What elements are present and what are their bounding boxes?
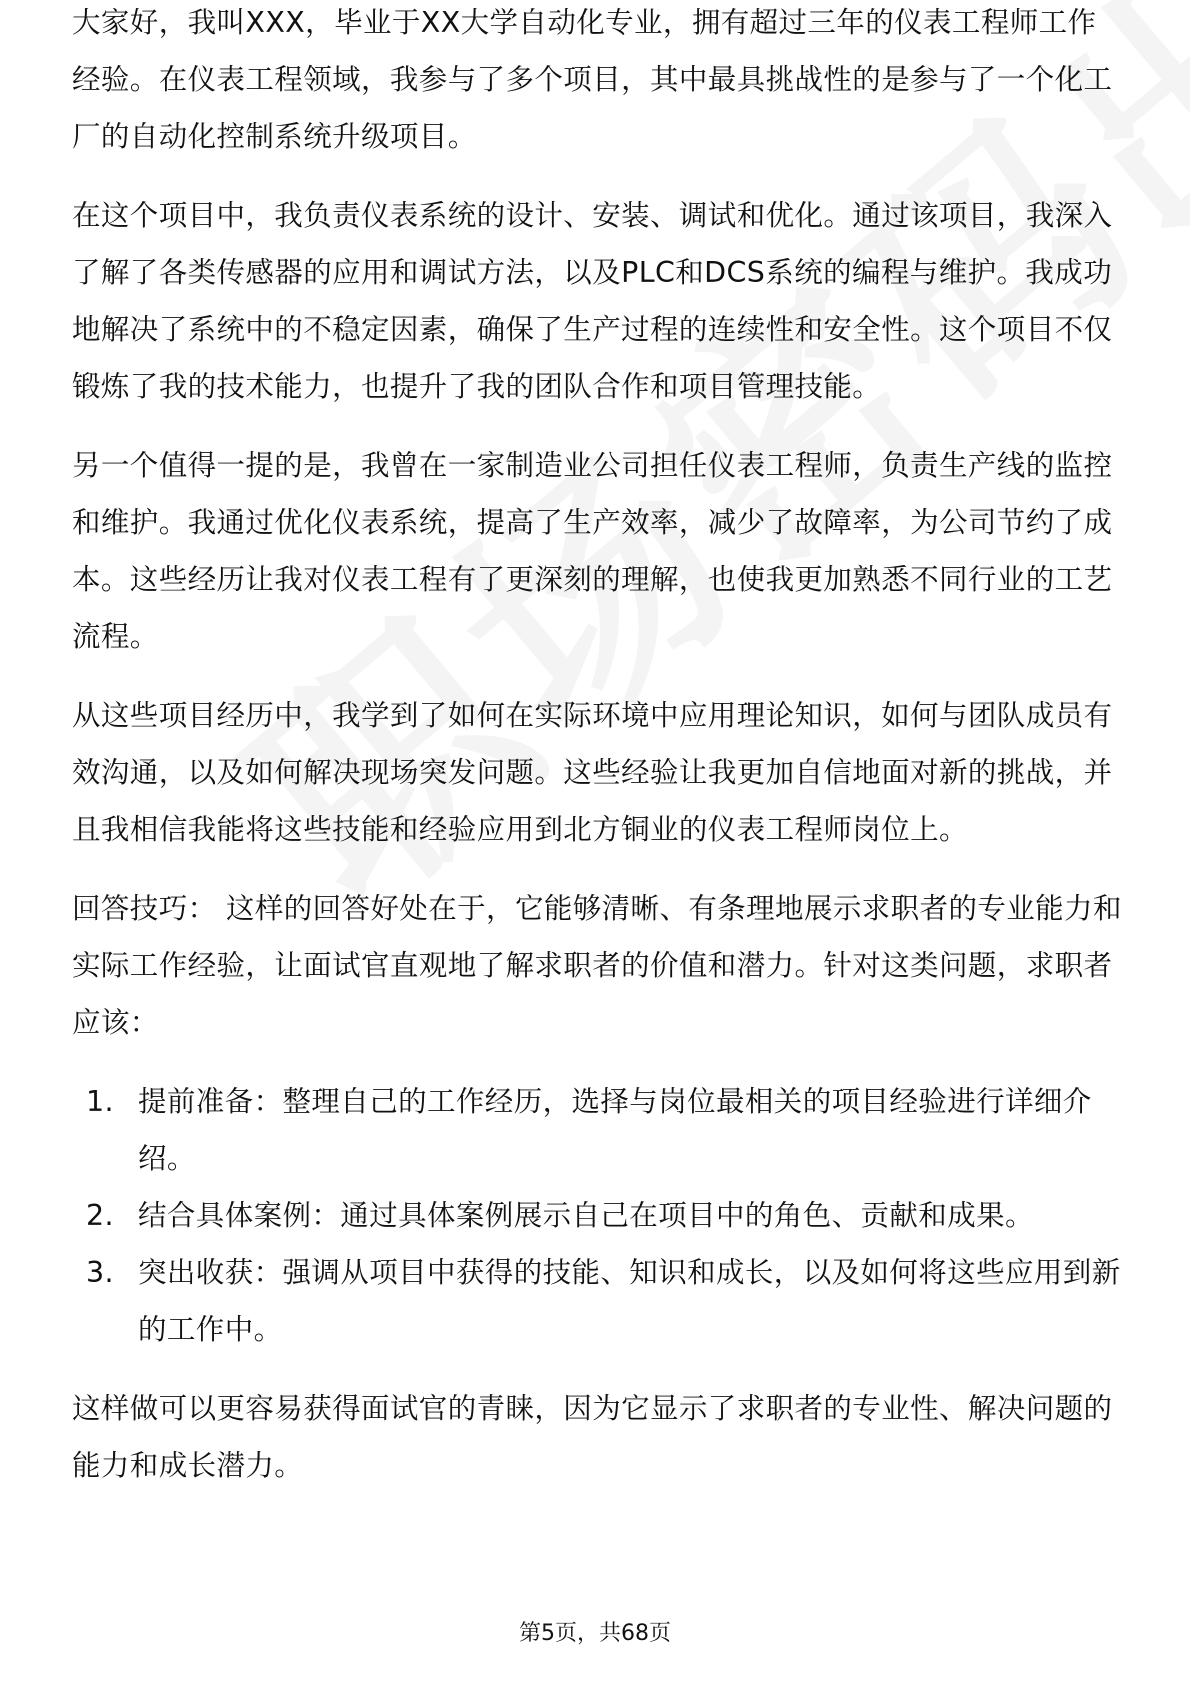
list-item-number: 1. bbox=[86, 1085, 114, 1118]
paragraph-project-detail: 在这个项目中，我负责仪表系统的设计、安装、调试和优化。通过该项目，我深入了解了各类传感器的应用和调试方法，以及PLC和DCS系统的编程与维护。我成功地解决了系统中的不稳定因素，确保了生产过程的连续性和安全性。这个项目不仅锻炼了我的技术能力，也提升了我的团队合作和项目管理技能。 bbox=[72, 199, 1113, 403]
paragraph-answer-tips: 回答技巧： 这样的回答好处在于，它能够清晰、有条理地展示求职者的专业能力和实际工作经验，让面试官直观地了解求职者的价值和潜力。针对这类问题，求职者应该： bbox=[72, 892, 1122, 1039]
paragraph-intro: 大家好，我叫XXX，毕业于XX大学自动化专业，拥有超过三年的仪表工程师工作经验。在仪表工程领域，我参与了多个项目，其中最具挑战性的是参与了一个化工厂的自动化控制系统升级项目。 bbox=[72, 6, 1113, 153]
list-item-text: 突出收获：强调从项目中获得的技能、知识和成长，以及如何将这些应用到新的工作中。 bbox=[138, 1256, 1121, 1346]
paragraph-lessons-learned: 从这些项目经历中，我学到了如何在实际环境中应用理论知识，如何与团队成员有效沟通，以及如何解决现场突发问题。这些经验让我更加自信地面对新的挑战，并且我相信我能将这些技能和经验应用到北方铜业的仪表工程师岗位上。 bbox=[72, 699, 1113, 846]
tips-list bbox=[72, 1073, 1122, 1358]
list-item-text: 结合具体案例：通过具体案例展示自己在项目中的角色、贡献和成果。 bbox=[138, 1199, 1034, 1232]
paragraph-conclusion: 这样做可以更容易获得面试官的青睐，因为它显示了求职者的专业性、解决问题的能力和成长潜力。 bbox=[72, 1392, 1113, 1482]
list-item bbox=[72, 1073, 1122, 1187]
list-item bbox=[72, 1187, 1122, 1244]
paragraph-manufacturing-experience: 另一个值得一提的是，我曾在一家制造业公司担任仪表工程师，负责生产线的监控和维护。我通过优化仪表系统，提高了生产效率，减少了故障率，为公司节约了成本。这些经历让我对仪表工程有了更深刻的理解，也使我更加熟悉不同行业的工艺流程。 bbox=[72, 449, 1113, 653]
list-item-number: 2. bbox=[86, 1199, 114, 1232]
list-item-number: 3. bbox=[86, 1256, 114, 1289]
list-item-text: 提前准备：整理自己的工作经历，选择与岗位最相关的项目经验进行详细介绍。 bbox=[138, 1085, 1092, 1175]
page-number-footer: 第5页，共68页 bbox=[519, 1621, 671, 1646]
document-body bbox=[72, 6, 1122, 1516]
list-item bbox=[72, 1244, 1122, 1358]
